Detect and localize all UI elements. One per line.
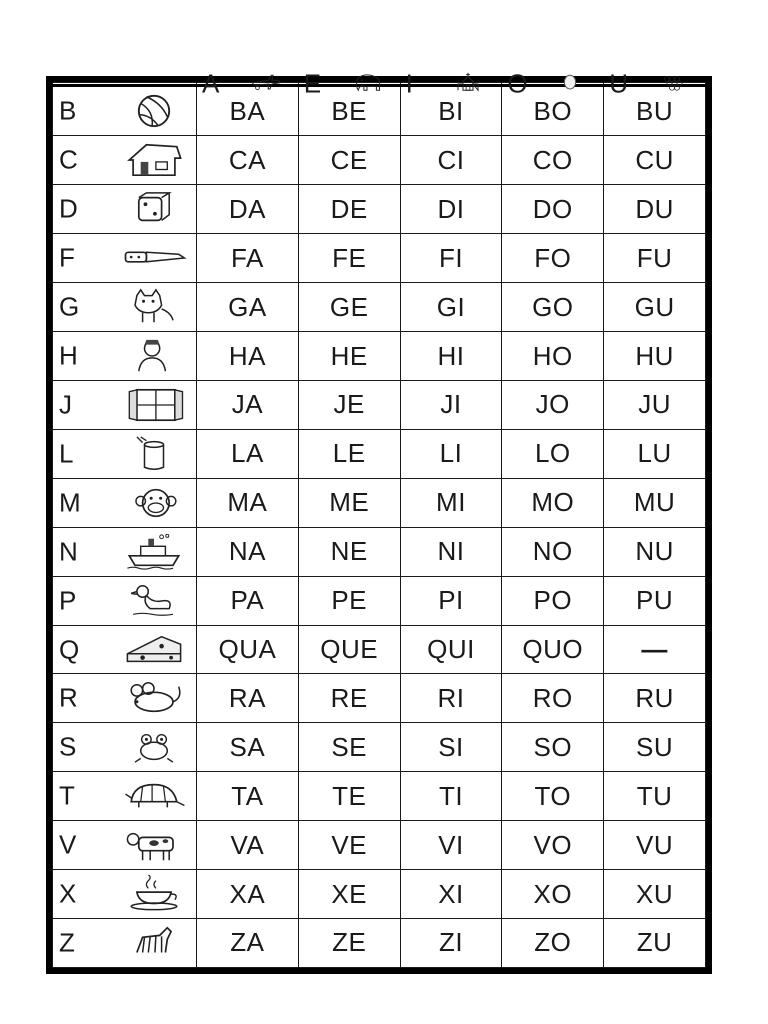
syllable-cell: FA: [197, 234, 299, 283]
syllable-cell: GI: [400, 283, 502, 332]
table-row: [53, 332, 706, 381]
syllable-cell: LA: [197, 429, 299, 478]
syllable-cell: QUO: [502, 625, 604, 674]
syllable-cell: DE: [298, 185, 400, 234]
table-row: [53, 674, 706, 723]
syllable-cell: MI: [400, 478, 502, 527]
man-icon: [122, 337, 186, 375]
syllable-cell: VA: [197, 821, 299, 870]
table-row: [53, 625, 706, 674]
syllable-cell: TE: [298, 772, 400, 821]
can-icon: [122, 435, 186, 473]
syllable-chart: [46, 68, 712, 974]
armadillo-icon: [122, 777, 186, 815]
syllable-cell: XA: [197, 870, 299, 919]
syllable-cell: NO: [502, 527, 604, 576]
consonant-cell-g: [53, 283, 197, 332]
syllable-cell: PE: [298, 576, 400, 625]
syllable-cell: JE: [298, 381, 400, 430]
syllable-cell: TU: [604, 772, 706, 821]
consonant-cell-j: [53, 381, 197, 430]
monkey-icon: [122, 484, 186, 522]
syllable-cell: LE: [298, 429, 400, 478]
syllable-cell: CE: [298, 136, 400, 185]
consonant-letter: C: [59, 144, 78, 175]
syllable-cell: XU: [604, 870, 706, 919]
syllable-cell: SO: [502, 723, 604, 772]
syllable-cell: PA: [197, 576, 299, 625]
duck-icon: [122, 582, 186, 620]
syllable-cell: ZO: [502, 918, 604, 967]
table-row: [53, 234, 706, 283]
consonant-cell-v: [53, 821, 197, 870]
ship-icon: [122, 533, 186, 571]
table-row: [53, 381, 706, 430]
consonant-letter: J: [59, 389, 72, 420]
cat-icon: [122, 288, 186, 326]
syllable-cell: JI: [400, 381, 502, 430]
table-row: [53, 283, 706, 332]
syllable-cell: QUA: [197, 625, 299, 674]
syllable-cell: XI: [400, 870, 502, 919]
syllable-cell: JA: [197, 381, 299, 430]
syllable-cell: HE: [298, 332, 400, 381]
consonant-cell-q: [53, 625, 197, 674]
table-row: [53, 870, 706, 919]
syllable-cell: MU: [604, 478, 706, 527]
syllable-cell: FO: [502, 234, 604, 283]
syllable-cell: ZA: [197, 918, 299, 967]
ball-icon: [122, 92, 186, 130]
dice-icon: [122, 190, 186, 228]
syllable-cell: DO: [502, 185, 604, 234]
consonant-cell-s: [53, 723, 197, 772]
syllable-cell: BE: [298, 86, 400, 136]
syllable-cell: PI: [400, 576, 502, 625]
syllable-cell: ZI: [400, 918, 502, 967]
syllable-cell: TI: [400, 772, 502, 821]
syllable-cell: JU: [604, 381, 706, 430]
syllable-cell: NU: [604, 527, 706, 576]
syllable-cell: VE: [298, 821, 400, 870]
consonant-letter: H: [59, 340, 78, 371]
syllable-cell: —: [604, 625, 706, 674]
syllable-cell: DU: [604, 185, 706, 234]
syllable-cell: RU: [604, 674, 706, 723]
consonant-cell-f: [53, 234, 197, 283]
table-row: [53, 136, 706, 185]
consonant-letter: S: [59, 731, 77, 762]
consonant-letter: N: [59, 536, 78, 567]
syllable-cell: RI: [400, 674, 502, 723]
window-icon: [122, 386, 186, 424]
cheese-icon: [122, 631, 186, 669]
syllable-cell: CU: [604, 136, 706, 185]
syllable-cell: RA: [197, 674, 299, 723]
house-icon: [122, 141, 186, 179]
table-row: [53, 478, 706, 527]
vowel-letter: A: [202, 68, 220, 99]
consonant-cell-h: [53, 332, 197, 381]
syllable-cell: NE: [298, 527, 400, 576]
table-row: [53, 86, 706, 136]
consonant-letter: T: [59, 780, 75, 811]
syllable-cell: SI: [400, 723, 502, 772]
consonant-letter: P: [59, 585, 77, 616]
zebra-icon: [122, 924, 186, 962]
syllable-cell: XE: [298, 870, 400, 919]
consonant-cell-p: [53, 576, 197, 625]
mouse-icon: [122, 679, 186, 717]
cow-icon: [122, 826, 186, 864]
syllable-cell: TA: [197, 772, 299, 821]
consonant-cell-n: [53, 527, 197, 576]
consonant-cell-m: [53, 478, 197, 527]
table-row: [53, 429, 706, 478]
knife-icon: [122, 239, 186, 277]
syllable-cell: TO: [502, 772, 604, 821]
syllable-cell: GO: [502, 283, 604, 332]
syllable-cell: GU: [604, 283, 706, 332]
syllable-cell: HA: [197, 332, 299, 381]
syllable-cell: BA: [197, 86, 299, 136]
syllable-cell: ME: [298, 478, 400, 527]
table-row: [53, 527, 706, 576]
syllable-table: [52, 68, 706, 968]
cup-icon: [122, 875, 186, 913]
syllable-cell: SE: [298, 723, 400, 772]
syllable-cell: LO: [502, 429, 604, 478]
consonant-letter: L: [59, 438, 74, 469]
syllable-cell: CA: [197, 136, 299, 185]
table-row: [53, 576, 706, 625]
consonant-cell-d: [53, 185, 197, 234]
syllable-cell: RE: [298, 674, 400, 723]
vowel-letter: U: [609, 68, 628, 99]
table-row: [53, 723, 706, 772]
consonant-letter: D: [59, 193, 78, 224]
syllable-cell: ZU: [604, 918, 706, 967]
consonant-cell-b: [53, 86, 197, 136]
syllable-cell: MA: [197, 478, 299, 527]
consonant-cell-l: [53, 429, 197, 478]
syllable-cell: SA: [197, 723, 299, 772]
syllable-cell: FE: [298, 234, 400, 283]
syllable-cell: FU: [604, 234, 706, 283]
syllable-cell: PO: [502, 576, 604, 625]
syllable-cell: ZE: [298, 918, 400, 967]
vowel-letter: E: [303, 68, 322, 99]
syllable-cell: RO: [502, 674, 604, 723]
syllable-cell: GE: [298, 283, 400, 332]
frog-icon: [122, 728, 186, 766]
consonant-cell-x: [53, 870, 197, 919]
table-row: [53, 918, 706, 967]
consonant-letter: F: [59, 242, 75, 273]
syllable-cell: CO: [502, 136, 604, 185]
syllable-cell: PU: [604, 576, 706, 625]
consonant-cell-t: [53, 772, 197, 821]
consonant-letter: R: [59, 682, 78, 713]
syllable-cell: BO: [502, 86, 604, 136]
syllable-cell: CI: [400, 136, 502, 185]
consonant-letter: B: [59, 95, 77, 126]
syllable-cell: BI: [400, 86, 502, 136]
consonant-cell-r: [53, 674, 197, 723]
consonant-letter: Z: [59, 927, 75, 958]
table-row: [53, 772, 706, 821]
syllable-cell: LI: [400, 429, 502, 478]
syllable-cell: QUE: [298, 625, 400, 674]
syllable-cell: QUI: [400, 625, 502, 674]
syllable-cell: HU: [604, 332, 706, 381]
table-row: [53, 821, 706, 870]
vowel-letter: O: [507, 68, 528, 99]
consonant-cell-z: [53, 918, 197, 967]
syllable-cell: HI: [400, 332, 502, 381]
syllable-cell: MO: [502, 478, 604, 527]
syllable-cell: FI: [400, 234, 502, 283]
consonant-letter: G: [59, 291, 80, 322]
syllable-cell: XO: [502, 870, 604, 919]
syllable-cell: VU: [604, 821, 706, 870]
syllable-cell: VI: [400, 821, 502, 870]
syllable-cell: NI: [400, 527, 502, 576]
table-row: [53, 185, 706, 234]
syllable-cell: LU: [604, 429, 706, 478]
syllable-cell: NA: [197, 527, 299, 576]
consonant-letter: M: [59, 487, 81, 518]
consonant-letter: V: [59, 829, 77, 860]
consonant-cell-c: [53, 136, 197, 185]
consonant-letter: X: [59, 878, 77, 909]
syllable-cell: DI: [400, 185, 502, 234]
syllable-cell: HO: [502, 332, 604, 381]
consonant-letter: Q: [59, 634, 80, 664]
syllable-cell: VO: [502, 821, 604, 870]
syllable-cell: SU: [604, 723, 706, 772]
syllable-cell: JO: [502, 381, 604, 430]
syllable-cell: BU: [604, 86, 706, 136]
vowel-letter: I: [405, 68, 413, 99]
syllable-cell: DA: [197, 185, 299, 234]
syllable-cell: GA: [197, 283, 299, 332]
